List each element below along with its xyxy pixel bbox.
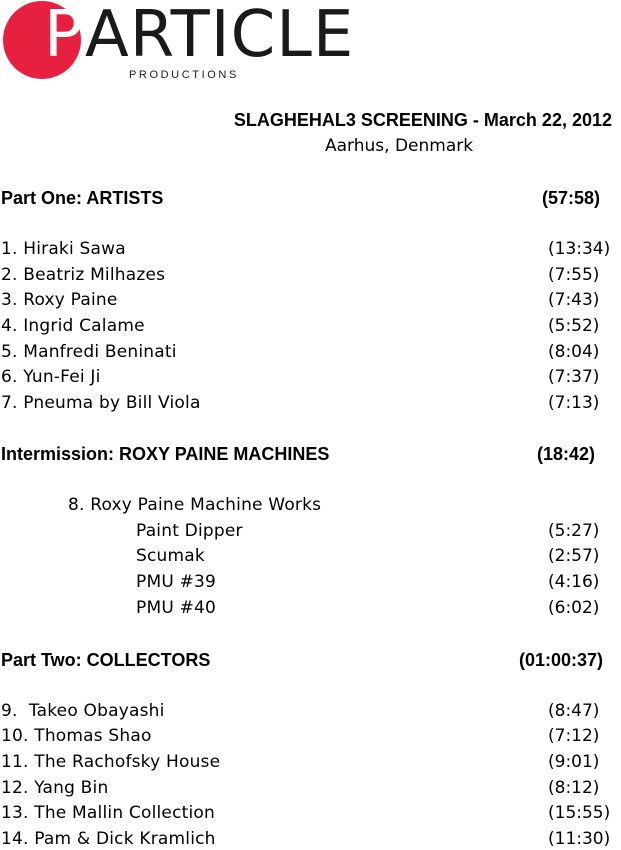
list-item-time: (7:13) [548, 393, 600, 413]
list-item-time: (7:12) [548, 726, 600, 746]
list-item-label: 3. Roxy Paine [1, 290, 118, 310]
list-item-label: 10. Thomas Shao [1, 726, 152, 746]
list-item-label: 4. Ingrid Calame [1, 316, 145, 336]
list-item-label: 14. Pam & Dick Kramlich [1, 829, 216, 849]
section-duration-intermission: (18:42) [537, 444, 596, 464]
list-item-time: (6:02) [548, 598, 600, 618]
list-item-time: (5:27) [548, 521, 600, 541]
section-heading-part-one: Part One: ARTISTS [1, 188, 164, 208]
list-item-time: (4:16) [548, 572, 600, 592]
list-item-time: (15:55) [548, 803, 611, 823]
list-item-time: (7:37) [548, 367, 600, 387]
list-item-time: (7:43) [548, 290, 600, 310]
section-heading-intermission: Intermission: ROXY PAINE MACHINES [1, 444, 330, 464]
list-item-time: (8:04) [548, 342, 600, 362]
list-item-time: (8:47) [548, 701, 600, 721]
logo-subtitle: PRODUCTIONS [129, 69, 239, 81]
list-item-label: Paint Dipper [136, 521, 243, 541]
list-item-time: (7:55) [548, 265, 600, 285]
list-item-label: 7. Pneuma by Bill Viola [1, 393, 201, 413]
list-item-label: PMU #39 [136, 572, 217, 592]
list-item-label: 11. The Rachofsky House [1, 752, 221, 772]
list-item-time: (2:57) [548, 546, 600, 566]
list-item-label: 12. Yang Bin [1, 778, 109, 798]
list-item-label: 2. Beatriz Milhazes [1, 265, 166, 285]
list-item-label: Scumak [136, 546, 205, 566]
list-item-time: (11:30) [548, 829, 611, 849]
document-title: SLAGHEHAL3 SCREENING - March 22, 2012 [233, 110, 612, 130]
list-item-label: PMU #40 [136, 598, 217, 618]
list-item-label: 6. Yun-Fei Ji [1, 367, 101, 387]
document-location: Aarhus, Denmark [325, 136, 474, 156]
list-item-time: (8:12) [548, 778, 600, 798]
list-item-label: 13. The Mallin Collection [1, 803, 215, 823]
list-item-label: 5. Manfredi Beninati [1, 342, 177, 362]
group-label: 8. Roxy Paine Machine Works [68, 495, 322, 515]
logo-wordmark: ARTICLE [85, 0, 355, 72]
list-item-time: (5:52) [548, 316, 600, 336]
list-item-time: (13:34) [548, 239, 611, 259]
logo-initial: P [44, 0, 83, 72]
section-duration-part-two: (01:00:37) [519, 650, 604, 670]
section-duration-part-one: (57:58) [542, 188, 601, 208]
list-item-time: (9:01) [548, 752, 600, 772]
list-item-label: 1. Hiraki Sawa [1, 239, 126, 259]
section-heading-part-two: Part Two: COLLECTORS [1, 650, 211, 670]
list-item-label: 9. Takeo Obayashi [1, 701, 165, 721]
